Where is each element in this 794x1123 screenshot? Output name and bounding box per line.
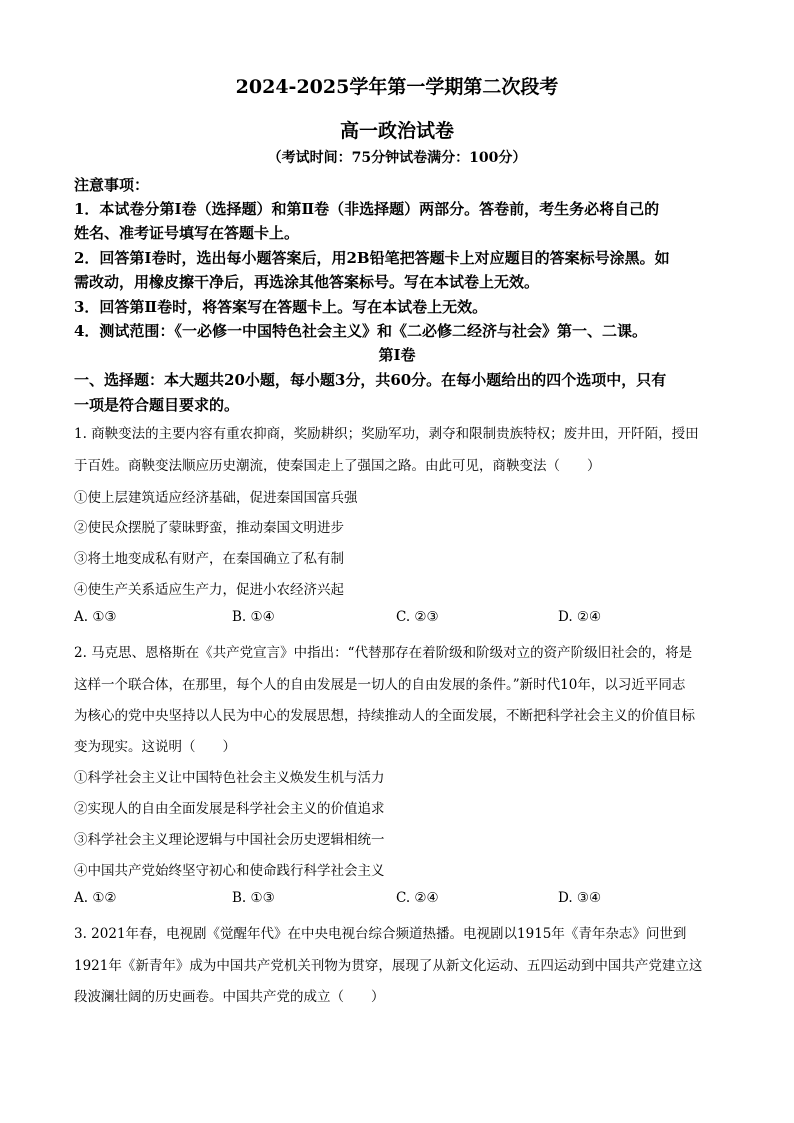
option-b: B. ①④	[232, 609, 275, 625]
option-a: A. ①③	[74, 609, 117, 625]
notes-heading: 注意事项：	[74, 176, 150, 194]
question-stem: 于百姓。商鞅变法顺应历史潮流，使秦国走上了强国之路。由此可见，商鞅变法（ ）	[74, 458, 601, 474]
notes-line: 姓名、准考证号填写在答题卡上。	[74, 224, 300, 242]
option-c: C. ②③	[396, 609, 439, 625]
notes-line: 需改动，用橡皮擦干净后，再选涂其他答案标号。写在本试卷上无效。	[74, 273, 540, 291]
option-d: D. ③④	[558, 890, 602, 906]
question-stem: 段波澜壮阔的历史画卷。中国共产党的成立（ ）	[74, 989, 385, 1005]
section-instruction: 一、选择题：本大题共20小题，每小题3分，共60分。在每小题给出的四个选项中，只有	[74, 371, 667, 389]
question-item: ③将土地变成私有财产，在秦国确立了私有制	[74, 551, 344, 567]
question-item: ②实现人的自由全面发展是科学社会主义的价值追求	[74, 801, 385, 817]
question-stem: 这样一个联合体，在那里，每个人的自由发展是一切人的自由发展的条件。”新时代10年，以习近平同志	[74, 677, 686, 693]
question-item: ③科学社会主义理论逻辑与中国社会历史逻辑相统一	[74, 832, 385, 848]
question-stem: 1921年《新青年》成为中国共产党机关刊物为贯穿，展现了从新文化运动、五四运动到中国共产党建立这	[74, 958, 703, 974]
question-stem: 3. 2021年春，电视剧《觉醒年代》在中央电视台综合频道热播。电视剧以1915年《青年杂志》问世到	[74, 926, 687, 942]
exam-subject: 高一政治试卷	[339, 120, 454, 142]
option-d: D. ②④	[558, 609, 602, 625]
question-stem: 1. 商鞅变法的主要内容有重农抑商，奖励耕织；奖励军功，剥夺和限制贵族特权；废井田，开阡陌，授田	[74, 426, 699, 442]
option-b: B. ①③	[232, 890, 275, 906]
question-item: ①科学社会主义让中国特色社会主义焕发生机与活力	[74, 770, 385, 786]
notes-line: 3．回答第Ⅱ卷时，将答案写在答题卡上。写在本试卷上无效。	[74, 298, 488, 316]
notes-line: 4．测试范围：《一必修一中国特色社会主义》和《二必修二经济与社会》第一、二课。	[74, 322, 647, 340]
option-a: A. ①②	[74, 890, 117, 906]
exam-info: （考试时间：75分钟试卷满分：100分）	[267, 150, 527, 166]
question-item: ④中国共产党始终坚守初心和使命践行科学社会主义	[74, 863, 385, 879]
question-item: ②使民众摆脱了蒙昧野蛮，推动秦国文明进步	[74, 520, 344, 536]
question-stem: 2. 马克思、恩格斯在《共产党宣言》中指出：“代替那存在着阶级和阶级对立的资产阶级旧社会的，将是	[74, 645, 693, 661]
section-instruction: 一项是符合题目要求的。	[74, 396, 240, 414]
notes-line: 2．回答第Ⅰ卷时，选出每小题答案后，用2B铅笔把答题卡上对应题目的答案标号涂黑。如	[74, 249, 670, 267]
exam-title: 2024-2025学年第一学期第二次段考	[235, 76, 559, 98]
option-c: C. ②④	[396, 890, 439, 906]
question-stem: 为核心的党中央坚持以人民为中心的发展思想，持续推动人的全面发展，不断把科学社会主义的价值目标	[74, 708, 695, 724]
question-stem: 变为现实。这说明（ ）	[74, 739, 236, 755]
notes-line: 1．本试卷分第Ⅰ卷（选择题）和第Ⅱ卷（非选择题）两部分。答卷前，考生务必将自己的	[74, 200, 660, 218]
question-item: ①使上层建筑适应经济基础，促进秦国国富兵强	[74, 490, 358, 506]
section-title: 第Ⅰ卷	[378, 346, 416, 364]
question-item: ④使生产关系适应生产力，促进小农经济兴起	[74, 582, 344, 598]
